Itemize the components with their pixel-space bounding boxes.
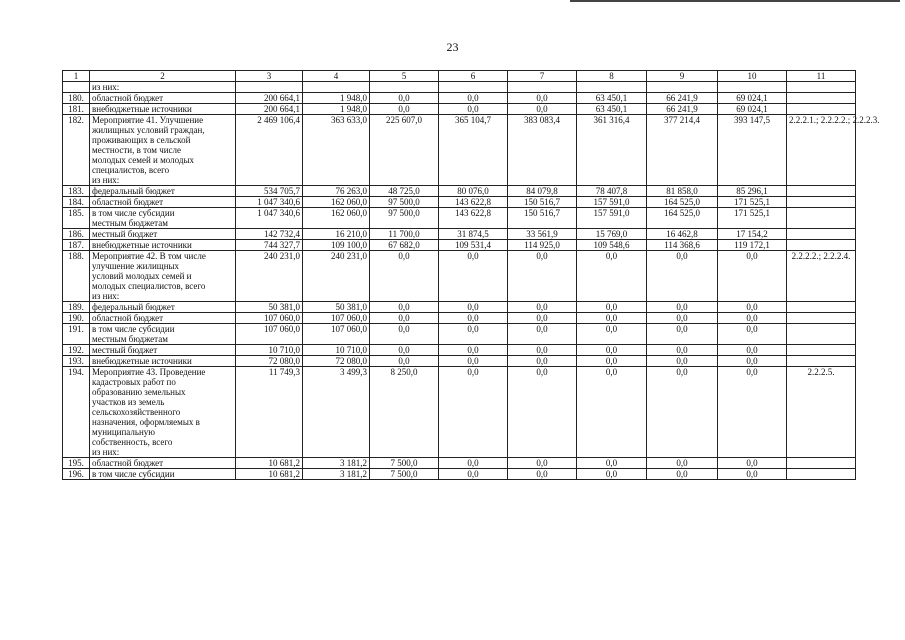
value-cell: 0,0 (439, 251, 508, 302)
table-row (63, 356, 856, 367)
row-name-line: местный бюджет (92, 229, 158, 239)
value-cell: 0,0 (718, 251, 787, 302)
value-cell: 119 172,1 (718, 240, 787, 251)
table-row (63, 469, 856, 480)
value-cell: 7 500,0 (370, 458, 439, 469)
row-name (90, 324, 236, 345)
value-cell: 0,0 (718, 345, 787, 356)
value-cell: 84 079,8 (508, 186, 577, 197)
value-cell (439, 82, 508, 93)
value-cell: 63 450,1 (577, 104, 647, 115)
row-name-line: областной бюджет (92, 93, 164, 103)
row-name-line: Мероприятие 41. Улучшение (92, 115, 204, 125)
value-cell: 78 407,8 (577, 186, 647, 197)
value-cell: 171 525,1 (718, 197, 787, 208)
table-body (63, 82, 880, 480)
row-number: 184. (63, 197, 90, 208)
task-code (787, 345, 856, 356)
value-cell: 383 083,4 (508, 115, 577, 186)
value-cell: 0,0 (439, 356, 508, 367)
value-cell: 0,0 (508, 313, 577, 324)
column-header: 1 (63, 71, 90, 82)
column-header: 2 (90, 71, 236, 82)
value-cell: 143 622,8 (439, 197, 508, 208)
row-name-line: из них: (92, 175, 120, 185)
value-cell: 0,0 (577, 251, 647, 302)
table-row (63, 82, 856, 93)
value-cell: 1 047 340,6 (236, 197, 303, 208)
row-number: 186. (63, 229, 90, 240)
row-name (90, 208, 236, 229)
value-cell: 363 633,0 (303, 115, 370, 186)
row-name-line: участков из земель (92, 397, 165, 407)
page-number: 23 (446, 40, 459, 54)
table-row (63, 367, 856, 458)
task-code (787, 93, 856, 104)
row-name-line: назначения, оформляемых в (92, 417, 200, 427)
value-cell: 0,0 (647, 469, 718, 480)
row-name (90, 104, 236, 115)
row-number: 192. (63, 345, 90, 356)
value-cell: 16 462,8 (647, 229, 718, 240)
value-cell: 10 681,2 (236, 469, 303, 480)
row-number: 188. (63, 251, 90, 302)
value-cell: 0,0 (439, 302, 508, 313)
row-number: 185. (63, 208, 90, 229)
value-cell: 142 732,4 (236, 229, 303, 240)
value-cell: 3 181,2 (303, 469, 370, 480)
column-header: 10 (718, 71, 787, 82)
task-code: 2.2.2.5. (787, 367, 856, 458)
row-number: 183. (63, 186, 90, 197)
row-name (90, 229, 236, 240)
value-cell (370, 82, 439, 93)
value-cell: 109 100,0 (303, 240, 370, 251)
value-cell: 143 622,8 (439, 208, 508, 229)
row-name (90, 345, 236, 356)
value-cell: 164 525,0 (647, 197, 718, 208)
value-cell (236, 82, 303, 93)
value-cell: 107 060,0 (236, 324, 303, 345)
row-name-line: жилищных условий граждан, (92, 125, 205, 135)
value-cell: 200 664,1 (236, 104, 303, 115)
value-cell: 0,0 (508, 469, 577, 480)
value-cell: 744 327,7 (236, 240, 303, 251)
value-cell: 0,0 (577, 324, 647, 345)
value-cell: 31 874,5 (439, 229, 508, 240)
value-cell: 164 525,0 (647, 208, 718, 229)
value-cell: 97 500,0 (370, 197, 439, 208)
value-cell: 0,0 (439, 324, 508, 345)
header-row (63, 71, 856, 82)
row-number: 196. (63, 469, 90, 480)
row-name (90, 240, 236, 251)
value-cell: 0,0 (508, 93, 577, 104)
value-cell: 0,0 (439, 367, 508, 458)
value-cell: 0,0 (370, 345, 439, 356)
row-name-line: улучшение жилищных (92, 261, 180, 271)
value-cell: 0,0 (508, 345, 577, 356)
value-cell: 0,0 (577, 356, 647, 367)
column-header: 11 (787, 71, 856, 82)
row-name-line: кадастровых работ по (92, 377, 176, 387)
value-cell: 0,0 (647, 324, 718, 345)
value-cell: 0,0 (718, 356, 787, 367)
value-cell: 0,0 (718, 302, 787, 313)
task-code (787, 302, 856, 313)
value-cell: 81 858,0 (647, 186, 718, 197)
value-cell: 534 705,7 (236, 186, 303, 197)
value-cell: 0,0 (370, 104, 439, 115)
value-cell: 17 154,2 (718, 229, 787, 240)
column-header: 7 (508, 71, 577, 82)
value-cell: 0,0 (647, 356, 718, 367)
value-cell: 0,0 (370, 302, 439, 313)
value-cell: 66 241,9 (647, 93, 718, 104)
row-number: 181. (63, 104, 90, 115)
value-cell: 0,0 (647, 302, 718, 313)
value-cell: 0,0 (439, 93, 508, 104)
value-cell: 80 076,0 (439, 186, 508, 197)
value-cell: 1 948,0 (303, 104, 370, 115)
row-name-line: собственность, всего (92, 437, 173, 447)
row-name-line: из них: (92, 447, 120, 457)
task-code (787, 458, 856, 469)
value-cell: 0,0 (439, 469, 508, 480)
value-cell: 240 231,0 (303, 251, 370, 302)
row-name-line: областной бюджет (92, 458, 164, 468)
value-cell: 0,0 (508, 302, 577, 313)
task-code: 2.2.2.2.; 2.2.2.4. (787, 251, 856, 302)
value-cell: 109 548,6 (577, 240, 647, 251)
value-cell: 162 060,0 (303, 208, 370, 229)
row-name-line: внебюджетные источники (92, 240, 192, 250)
value-cell: 76 263,0 (303, 186, 370, 197)
table-row (63, 458, 856, 469)
value-cell: 67 682,0 (370, 240, 439, 251)
row-name-line: проживающих в сельской (92, 135, 191, 145)
value-cell: 69 024,1 (718, 93, 787, 104)
value-cell: 109 531,4 (439, 240, 508, 251)
value-cell: 114 925,0 (508, 240, 577, 251)
task-code (787, 82, 856, 93)
value-cell: 72 080,0 (303, 356, 370, 367)
task-code (787, 104, 856, 115)
row-name (90, 302, 236, 313)
row-name-line: внебюджетные источники (92, 104, 192, 114)
row-number: 187. (63, 240, 90, 251)
value-cell: 16 210,0 (303, 229, 370, 240)
table-row (63, 186, 856, 197)
row-name (90, 356, 236, 367)
task-code (787, 186, 856, 197)
value-cell: 150 516,7 (508, 197, 577, 208)
top-rule (570, 0, 900, 2)
value-cell: 0,0 (718, 324, 787, 345)
row-name-line: молодых специалистов, всего (92, 281, 206, 291)
row-name (90, 469, 236, 480)
value-cell: 0,0 (508, 251, 577, 302)
row-number: 190. (63, 313, 90, 324)
value-cell: 0,0 (577, 469, 647, 480)
column-header: 8 (577, 71, 647, 82)
value-cell: 0,0 (718, 458, 787, 469)
row-name-line: внебюджетные источники (92, 356, 192, 366)
task-code (787, 240, 856, 251)
value-cell: 0,0 (439, 458, 508, 469)
value-cell: 0,0 (439, 104, 508, 115)
value-cell: 0,0 (718, 469, 787, 480)
value-cell: 48 725,0 (370, 186, 439, 197)
row-name-line: муниципальную (92, 427, 155, 437)
row-number: 182. (63, 115, 90, 186)
row-name-line: местный бюджет (92, 345, 158, 355)
value-cell: 0,0 (718, 367, 787, 458)
value-cell: 0,0 (577, 313, 647, 324)
row-name-line: в том числе субсидии (92, 469, 175, 479)
value-cell: 10 681,2 (236, 458, 303, 469)
column-header: 6 (439, 71, 508, 82)
row-name (90, 313, 236, 324)
value-cell: 85 296,1 (718, 186, 787, 197)
value-cell: 3 499,3 (303, 367, 370, 458)
column-header: 9 (647, 71, 718, 82)
table-row (63, 345, 856, 356)
task-code (787, 469, 856, 480)
row-number (63, 82, 90, 93)
value-cell: 0,0 (508, 104, 577, 115)
value-cell: 0,0 (577, 458, 647, 469)
value-cell: 3 181,2 (303, 458, 370, 469)
column-header: 5 (370, 71, 439, 82)
value-cell: 0,0 (508, 356, 577, 367)
column-header: 4 (303, 71, 370, 82)
task-code: 2.2.2.1.; 2.2.2.2.; 2.2.2.3. (787, 115, 856, 186)
row-name-line: сельскохозяйственного (92, 407, 181, 417)
row-name-line: местным бюджетам (92, 218, 168, 228)
row-name-line: из них: (92, 291, 120, 301)
value-cell: 200 664,1 (236, 93, 303, 104)
value-cell: 0,0 (647, 251, 718, 302)
value-cell: 0,0 (370, 324, 439, 345)
value-cell: 0,0 (647, 367, 718, 458)
table-row (63, 115, 856, 186)
table-row (63, 302, 856, 313)
table-row (63, 240, 856, 251)
value-cell: 10 710,0 (236, 345, 303, 356)
value-cell: 361 316,4 (577, 115, 647, 186)
row-name (90, 93, 236, 104)
value-cell: 63 450,1 (577, 93, 647, 104)
row-number: 195. (63, 458, 90, 469)
value-cell: 0,0 (370, 93, 439, 104)
row-number: 194. (63, 367, 90, 458)
row-name-line: специалистов, всего (92, 165, 170, 175)
row-name-line: образованию земельных (92, 387, 186, 397)
value-cell: 1 948,0 (303, 93, 370, 104)
row-number: 180. (63, 93, 90, 104)
table-row (63, 104, 856, 115)
row-name-line: местным бюджетам (92, 334, 168, 344)
value-cell: 11 749,3 (236, 367, 303, 458)
row-name (90, 251, 236, 302)
value-cell: 240 231,0 (236, 251, 303, 302)
value-cell (303, 82, 370, 93)
row-number: 189. (63, 302, 90, 313)
value-cell: 0,0 (647, 345, 718, 356)
value-cell: 0,0 (577, 345, 647, 356)
table-row (63, 197, 856, 208)
value-cell: 69 024,1 (718, 104, 787, 115)
row-name-line: в том числе субсидии (92, 324, 175, 334)
value-cell: 66 241,9 (647, 104, 718, 115)
value-cell: 72 080,0 (236, 356, 303, 367)
table-row (63, 313, 856, 324)
table-row (63, 324, 856, 345)
row-name (90, 367, 236, 458)
value-cell: 150 516,7 (508, 208, 577, 229)
value-cell: 225 607,0 (370, 115, 439, 186)
value-cell: 0,0 (577, 367, 647, 458)
value-cell: 0,0 (508, 367, 577, 458)
table-row (63, 93, 856, 104)
row-name-line: из них: (92, 82, 120, 92)
value-cell (577, 82, 647, 93)
value-cell (718, 82, 787, 93)
row-name (90, 82, 236, 93)
value-cell: 365 104,7 (439, 115, 508, 186)
value-cell (647, 82, 718, 93)
row-name (90, 186, 236, 197)
row-name-line: федеральный бюджет (92, 186, 175, 196)
value-cell: 0,0 (508, 324, 577, 345)
task-code (787, 313, 856, 324)
row-name (90, 115, 236, 186)
row-name-line: условий молодых семей и (92, 271, 192, 281)
value-cell (508, 82, 577, 93)
value-cell: 0,0 (718, 313, 787, 324)
row-name (90, 458, 236, 469)
table-row (63, 229, 856, 240)
task-code (787, 324, 856, 345)
value-cell: 157 591,0 (577, 197, 647, 208)
value-cell: 0,0 (439, 313, 508, 324)
value-cell: 162 060,0 (303, 197, 370, 208)
value-cell: 171 525,1 (718, 208, 787, 229)
column-header: 3 (236, 71, 303, 82)
value-cell: 15 769,0 (577, 229, 647, 240)
task-code (787, 229, 856, 240)
value-cell: 0,0 (439, 345, 508, 356)
table-row (63, 208, 856, 229)
row-name-line: областной бюджет (92, 197, 164, 207)
value-cell: 10 710,0 (303, 345, 370, 356)
value-cell: 8 250,0 (370, 367, 439, 458)
row-name-line: местности, в том числе (92, 145, 182, 155)
task-code (787, 197, 856, 208)
value-cell: 0,0 (577, 302, 647, 313)
row-name-line: Мероприятие 43. Проведение (92, 367, 206, 377)
value-cell: 50 381,0 (236, 302, 303, 313)
value-cell: 157 591,0 (577, 208, 647, 229)
value-cell: 7 500,0 (370, 469, 439, 480)
row-number: 191. (63, 324, 90, 345)
value-cell: 107 060,0 (236, 313, 303, 324)
value-cell: 377 214,4 (647, 115, 718, 186)
row-name (90, 197, 236, 208)
budget-table (62, 70, 880, 480)
value-cell: 107 060,0 (303, 324, 370, 345)
value-cell: 0,0 (508, 458, 577, 469)
row-name-line: федеральный бюджет (92, 302, 175, 312)
value-cell: 0,0 (647, 313, 718, 324)
value-cell: 50 381,0 (303, 302, 370, 313)
table-row (63, 251, 856, 302)
value-cell: 107 060,0 (303, 313, 370, 324)
value-cell: 0,0 (370, 356, 439, 367)
value-cell: 11 700,0 (370, 229, 439, 240)
value-cell: 1 047 340,6 (236, 208, 303, 229)
row-name-line: в том числе субсидии (92, 208, 175, 218)
value-cell: 114 368,6 (647, 240, 718, 251)
value-cell: 33 561,9 (508, 229, 577, 240)
value-cell: 0,0 (370, 313, 439, 324)
value-cell: 0,0 (647, 458, 718, 469)
row-name-line: молодых семей и молодых (92, 155, 195, 165)
value-cell: 0,0 (370, 251, 439, 302)
row-number: 193. (63, 356, 90, 367)
row-name-line: Мероприятие 42. В том числе (92, 251, 206, 261)
value-cell: 393 147,5 (718, 115, 787, 186)
row-name-line: областной бюджет (92, 313, 164, 323)
task-code (787, 356, 856, 367)
value-cell: 2 469 106,4 (236, 115, 303, 186)
value-cell: 97 500,0 (370, 208, 439, 229)
task-code (787, 208, 856, 229)
